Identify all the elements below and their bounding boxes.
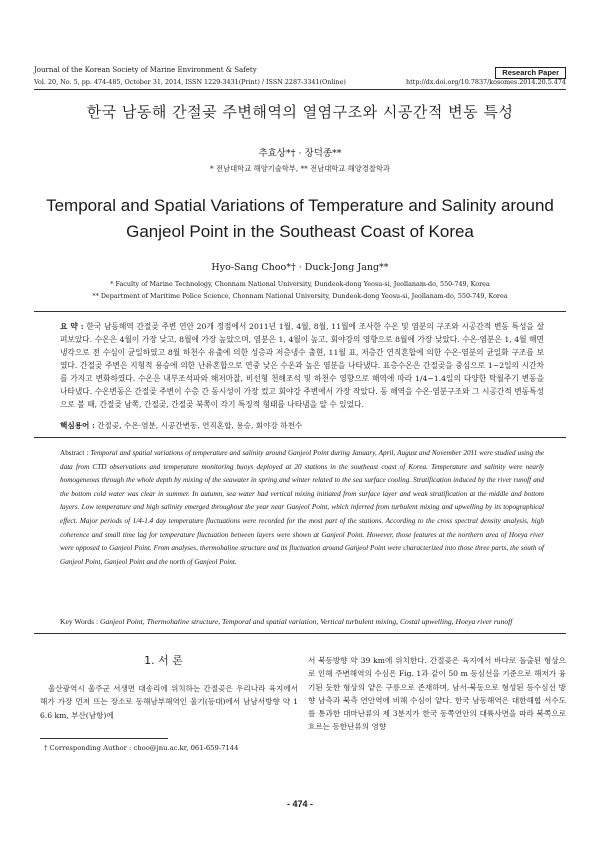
authors-korean: 추효상*† · 장덕종** [258,148,342,159]
keywords-korean-text: 간절곶, 수온·염분, 시공간변동, 연직혼합, 용승, 회야강 하천수 [97,421,303,430]
footnote-rule [40,738,168,739]
affiliation-english-2: ** Department of Maritime Police Science, Chonnam National University, Dundeok-dong Yeosu-si, Jeollanam-do, 550-749, Korea [92,292,508,300]
abstract-korean-label: 요 약 : [60,322,84,331]
keywords-korean-label: 핵심용어 : [60,421,95,430]
doi-link[interactable]: http://dx.doi.org/10.7837/kosomes.2014.20.5.474 [405,78,566,86]
corresponding-author-footnote: † Corresponding Author : choo@jnu.ac.kr, 061-659-7144 [44,744,239,752]
keywords-english [60,616,544,627]
keywords-english-label: Key Words : [60,617,99,626]
title-english: Temporal and Spatial Variations of Temperature and Salinity around Ganjeol Point in the Southeast Coast of Korea [46,196,554,241]
keywords-korean [60,420,544,431]
abstract-english [60,447,544,569]
abstract-top-rule [34,311,566,312]
intro-right-column: 서 북동방향 약 39 km에 위치한다. 간절곶은 육지에서 바다로 돌출된 형상으로 인해 주변해역의 수심은 Fig. 1과 같이 50 m 등심선을 기준으로 해저가 융기된 듯한 형상의 얕은 구릉으로 존재하며, 남서-북동으로 형성된 등수심선 방향 남측과 북측 연안역에 비해 수심이 얕다. 한국 남동해역은 대한해협 서수도를 통과한 대마난류의 제 3분지가 한국 동쪽연안의 대륙사면을 따라 북쪽으로 흐르는 동한난류의 영향 [308,656,566,732]
page-number: - 474 - [286,799,313,809]
title-korean: 한국 남동해 간절곶 주변해역의 열염구조와 시공간적 변동 특성 [86,103,514,121]
intro-left-column: 울산광역시 울주군 서생면 대송리에 위치하는 간절곶은 우리나라 육지에서 해가 가장 먼저 뜨는 장소로 동해남부해역인 울기(등대)에서 남남서방향 약 16.6 km, 부산(남항)에 [40,684,298,720]
affiliation-english-1: * Faculty of Marine Technology, Chonnam National University, Dundeok-dong Yeosu-si, Jeollanam-do, 550-749, Korea [110,280,490,288]
keywords-english-text: Ganjeol Point, Thermohaline structure, Temporal and spatial variation, Vertical turbulent mixing, Costal upwelling, Hoeya river runoff [99,617,513,626]
abstract-english-text: Temporal and spatial variations of temperature and salinity around Ganjeol Point during January, April, August and November 2011 were studied using the data from CTD observations and temperature monitoring buoys deployed at 20 stations in the southeast coast of Korea. Temperature and salinity were nearly homogeneous through the whole depth by mixing of the seawater in spring and winter related to the sea surface cooling. Stratification induced by the river runoff and the bottom cold water was clear in summer. In autumn, sea water had vertical mixing initiated from surface layer and weak stratification at the middle and bottom layers. Low temperature and high salinity emerged throughout the year near Ganjeol Point, which inferred from turbulent mixing and upwelling by its topographical effect. Major periods of 1/4-1.4 day temperature fluctuations were recorded for the most part of the stations. According to the cross spectral density analysis, high coherence and small time lag for temperature fluctuation between layers were shown at Ganjeol Point. However, those features at the northern area of Hoeya river were opposed to Ganjeol Point. From analyses, thermohaline structure and its fluctuation around Ganjeol Point were characterized into those three parts, the south of Ganjeol Point, Ganjeol Point and the north of Ganjeol Point. [60,449,544,566]
authors-english: Hyo-Sang Choo*† · Duck-Jong Jang** [211,262,389,273]
affiliations-korean: * 전남대학교 해양기술학부, ** 전남대학교 해양경찰학과 [210,164,390,173]
abstract-korean [60,320,544,411]
abstract-english-label: Abstract : [60,449,89,457]
volume-info: Vol. 20, No. 5, pp. 474-485, October 31, 2014, ISSN 1229-3431(Print) / ISSN 2287-3341(Online) [34,78,346,86]
paper-type-badge: Research Paper [495,67,566,79]
section-heading-introduction: 1. 서 론 [144,654,183,667]
abstract-korean-text: 한국 남동해역 간절곶 주변 연안 20개 정점에서 2011년 1월, 4월, 8월, 11월에 조사한 수온 및 염분의 구조와 시공간적 변동 특성을 살펴보았다. 수온은 4월이 가장 낮고, 8월에 가장 높았으며, 염분은 1, 4월이 높고, 회야강의 영향으로 8월에 가장 낮았다. 수온·염분은 1, 4월 해면냉각으로 전 수심이 균일하였고 8월 하천수 유출에 의한 성층과 저층냉수 출현, 11월 표, 저층간 연직혼합에 의한 수온·염분의 균일화 구조를 보였다. 간절곶 주변은 지형적 용승에 의한 난류혼합으로 연중 낮은 수온과 높은 염분을 나타냈다. 표층수온은 간절곶을 중심으로 1~2일의 시간차를 가지고 변화하였다. 수온은 내부조석파와 해저마찰, 비선형 천해조석 및 하천수 영향으로 해역에 따라 1/4~1.4일의 다양한 탁월주기 변동을 나타냈다. 수온변동은 간절곶 주변이 수층 간 동시성이 가장 컸고 회야강 주변에서 가장 작았다. 동 해역을 수온·염분구조와 그 시공간적 변동특성으로 볼 때, 간절곶 남쪽, 간절곶, 간절곶 북쪽이 각기 특징적 형태를 나타냄을 알 수 있었다. [60,322,544,409]
abstract-mid-rule [34,437,566,438]
journal-name: Journal of the Korean Society of Marine Environment & Safety [34,66,257,74]
abstract-bottom-rule [34,633,566,634]
header-rule [34,89,566,90]
